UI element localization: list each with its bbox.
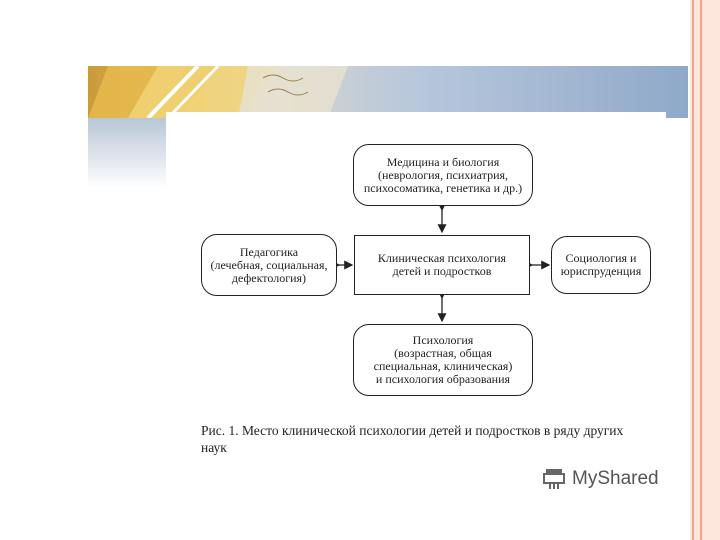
node-text-line: психосоматика, генетика и др.)	[363, 180, 523, 195]
node-text-line: (возрастная, общая	[394, 346, 492, 360]
myshared-logo-icon	[542, 468, 566, 490]
node-text-line: дефектология)	[231, 270, 307, 285]
watermark-text: MyShared	[572, 468, 659, 489]
node-text-line: Психология	[412, 333, 474, 347]
figure-caption	[201, 422, 661, 456]
node-clinical-child-psychology	[354, 235, 530, 295]
myshared-watermark[interactable]	[542, 468, 659, 490]
node-text-line: Педагогика	[239, 244, 299, 259]
node-pedagogy	[201, 234, 337, 296]
node-text-line: специальная, клиническая)	[373, 359, 513, 373]
caption-line: Рис. 1. Место клинической психологии детей и подростков в ряду других	[201, 423, 624, 438]
node-text-line: юриспруденция	[560, 264, 642, 278]
node-text-line: (лечебная, социальная,	[210, 257, 328, 272]
node-text-line: Клиническая психология	[377, 251, 507, 265]
node-text-line: Социология и	[565, 251, 637, 265]
node-text-line: и психология образования	[375, 372, 511, 386]
node-text-line: детей и подростков	[392, 264, 492, 278]
node-text-line: (неврология, психиатрия,	[377, 167, 509, 182]
node-psychology	[353, 324, 533, 396]
node-text-line: Медицина и биология	[386, 154, 500, 169]
node-sociology-law	[551, 236, 651, 294]
node-medicine-biology	[353, 144, 533, 206]
caption-line: наук	[201, 440, 227, 455]
